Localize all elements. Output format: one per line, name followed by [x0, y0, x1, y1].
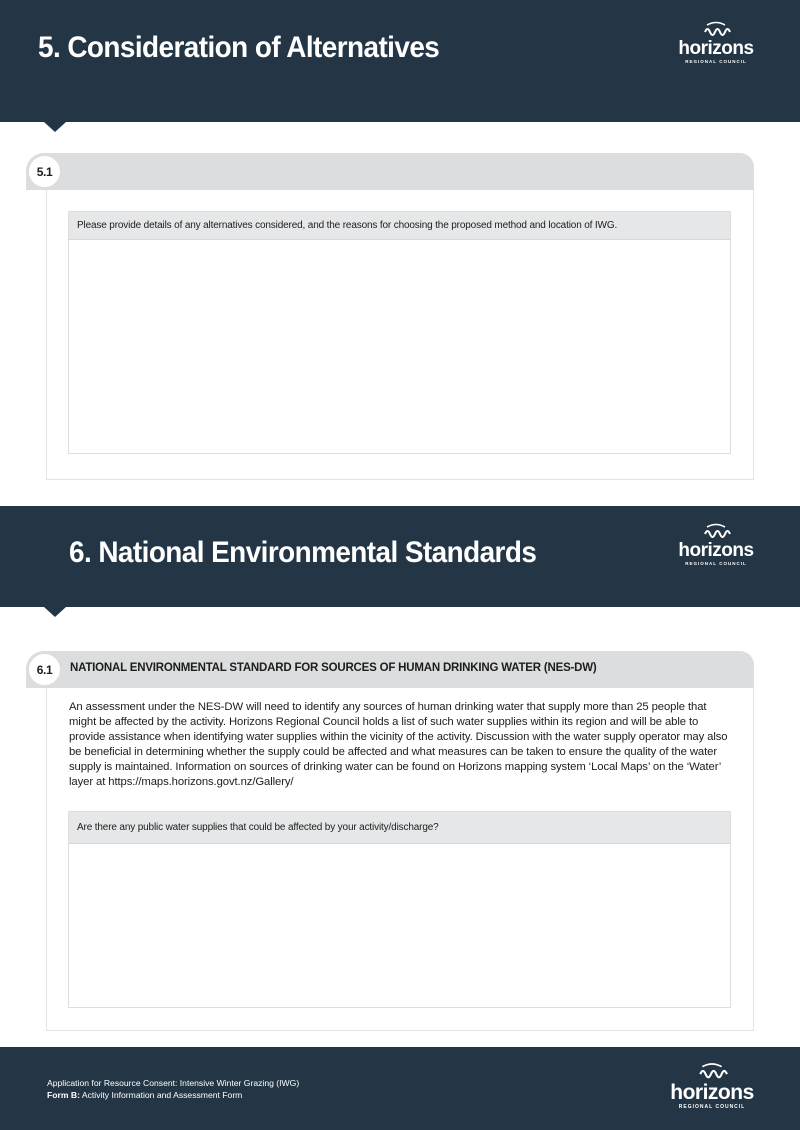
footer-form-name: Activity Information and Assessment Form [79, 1090, 243, 1100]
alternatives-input[interactable] [69, 240, 730, 453]
logo-wordmark: horizons [678, 38, 754, 59]
horizons-logo [666, 1061, 758, 1111]
alternatives-question: Please provide details of any alternatives considered, and the reasons for choosing the proposed method and location of IWG. [69, 212, 730, 240]
nes-dw-description: An assessment under the NES-DW will need to identify any sources of human drinking water that supply more than 25 people that might be affected by the activity. Horizons Regional Council holds a list of such water supplies within its region and will be able to provide assistance when identifying water supplies within the vicinity of the activity. Discussion with the water supply operator may also be beneficial in determining whether the supply could be affected and what measures can be taken to ensure the quality of the water supply is maintained. Information on sources of drinking water can be found on Horizons mapping system ‘Local Maps’ on the ‘Water’ layer at https://maps.horizons.govt.nz/Gallery/ [69, 701, 728, 788]
logo-wordmark: horizons [670, 1081, 754, 1104]
horizons-logo [671, 20, 761, 66]
horizons-wave-logo-icon [701, 522, 731, 542]
section-6-banner [0, 506, 800, 607]
section-5-title: 5. Consideration of Alternatives [38, 31, 440, 64]
alternatives-field [68, 211, 731, 454]
section-number-badge: 6.1 [26, 651, 63, 688]
logo-wordmark: horizons [678, 540, 754, 561]
logo-subtitle: REGIONAL COUNCIL [685, 561, 747, 566]
horizons-logo [671, 522, 761, 568]
footer-text [47, 1077, 299, 1101]
footer-form-label: Form B: [47, 1090, 80, 1100]
banner-notch [44, 122, 66, 132]
section-6-1-header [26, 651, 754, 688]
section-6-title: 6. National Environmental Standards [69, 536, 537, 569]
water-supplies-field [68, 811, 731, 1008]
footer-line-2 [47, 1089, 299, 1101]
banner-notch [44, 607, 66, 617]
section-number-badge: 5.1 [26, 153, 63, 190]
water-supplies-input[interactable] [69, 844, 730, 1007]
footer-line-1: Application for Resource Consent: Intensive Winter Grazing (IWG) [47, 1078, 300, 1088]
water-supplies-question: Are there any public water supplies that could be affected by your activity/discharge? [69, 812, 730, 844]
horizons-wave-logo-icon [696, 1061, 728, 1083]
section-5-banner [0, 0, 800, 122]
logo-subtitle: REGIONAL COUNCIL [685, 59, 747, 64]
section-6-1-title: NATIONAL ENVIRONMENTAL STANDARD FOR SOURCES OF HUMAN DRINKING WATER (NES-DW) [70, 662, 597, 674]
horizons-wave-logo-icon [701, 20, 731, 40]
section-5-1-header [26, 153, 754, 190]
logo-subtitle: REGIONAL COUNCIL [678, 1104, 746, 1110]
